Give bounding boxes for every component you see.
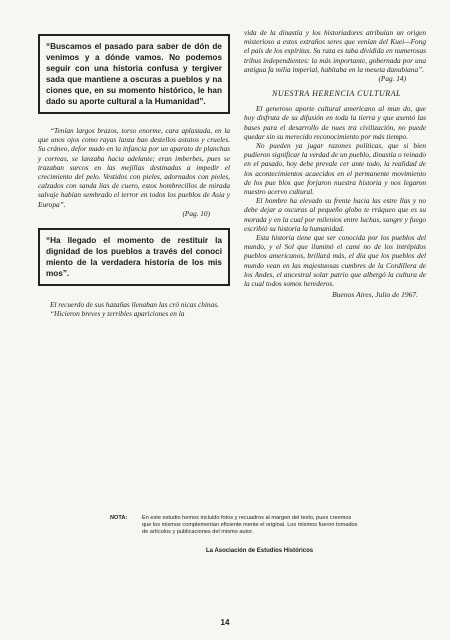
right-paragraph: No pueden ya jugar razones políticas, que si bien pudieron significar la verdad de un pueblo, dinastía o reinado en el pasado, hoy debe prevale cer ante todo, la realidad de los acontecimientos acaecidos en el permanente movimiento de los pue blos que forjaron nuestra historia y nos legaron nuestro acervo cultural. — [244, 141, 426, 197]
right-column — [244, 28, 426, 299]
quote-box-past: “Buscamos el pasado para saber de dón de venimos y a dónde vamos. No podemos seguir con una historia confusa y tergiver sada que mantiene a oscuras a pueblos y na ciones que, en su momento histórico, le han dado su aporte cultural a la Humanidad”. — [38, 34, 230, 114]
section-heading: NUESTRA HERENCIA CULTURAL — [272, 89, 401, 99]
right-reference: (Pag. 14) — [378, 74, 406, 84]
right-paragraph: El hombre ha elevado su frente hacia las estre llas y no debe dejar a oscuras al pequeño globo te rráqueo que es su morada y en la cual por milenios entre luchas, sangre y fuego escribió su historia la humanidad. — [244, 196, 426, 233]
left-after-paragraph: El recuerdo de sus hazañas llenaban las cró nicas chinas. — [50, 300, 219, 310]
left-after-paragraph-2: “Hicieron breves y terribles apariciones en la — [50, 309, 185, 319]
left-column — [38, 34, 230, 318]
signature-line: Buenos Aires, Julio de 1967. — [332, 290, 418, 300]
association-name: La Asociación de Estudios Históricos — [206, 548, 314, 554]
right-paragraph: Esta historia tiene que ser conocida por los pueblos del mundo, y el Sol que iluminó el cami no de los intrépidos pueblos americanos, brillará más, el día que los pueblos del mundo vean en las majestuosas cumbres de la Cordillera de los Andes, el ancestral solar patrio que albergó la cultura de la cual todos somos herederos. — [244, 233, 426, 289]
left-quote: “Tenían largos brazos, torso enorme, cara aplastada, en la que unos ojos como rayas lanza ban destellos astutos y crueles. Su cráneo, defor mado en la infancia por un aparato de planchas y correas, se lanzaba hacia adelante; eran imberbes, pues se trazaban surcos en las mejillas destinadas a impedir el crecimiento del pelo. Vestidos con pieles, adornados con pieles, calzados con sanda lias de cuero, estos hombrecillos de mirada salvaje habían sembrado el terror en todos los pueblos de Asia y Europa”. — [38, 126, 230, 209]
footnote — [110, 515, 360, 537]
quote-box-dignity: “Ha llegado el momento de restituir la dignidad de los pueblos a través del conoci miento de la verdadera historia de los mis mos”. — [38, 228, 230, 286]
note-label: NOTA: — [110, 515, 128, 521]
right-paragraph: El generoso aporte cultural americano al mun do, que hoy disfruta de su difusión en toda la tierra y que asentó las bases para el desarrollo de nues tra civilización, no puede quedar sin su merecido reconocimiento por más tiempo. — [244, 104, 426, 141]
page-number: 14 — [220, 618, 230, 627]
note-text: En este estudio hemos incluido fotos y recuadros al margen del texto, pues creemos que los mismos complementan eficiente mente el original. Los mismos fueron tomados de artículos y publicaciones del mismo autor. — [142, 515, 358, 536]
left-reference: (Pag. 10) — [182, 208, 210, 218]
right-top-paragraph: vida de la dinastía y los historiadores atribuían un origen misterioso a estos extraños seres que venían del Kuei—Fong el país de los espíritus. Su raza es taba dividida en numerosas tribus independientes: la más importante, gobernada por una antigua fa milia imperial, habitaba en la meseta danubiana”. — [244, 28, 426, 74]
